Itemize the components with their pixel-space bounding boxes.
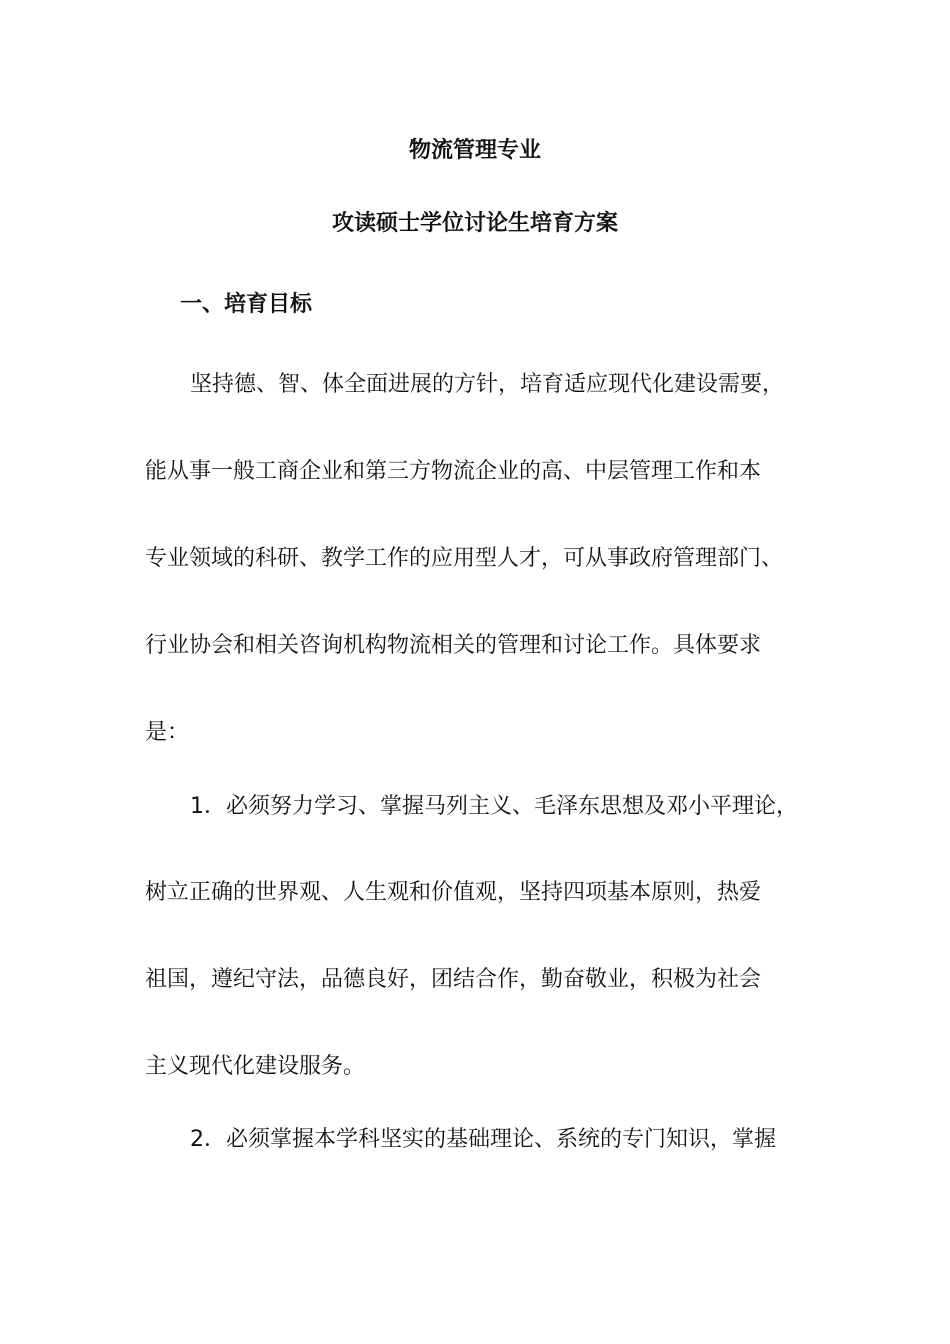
list-item-line: 祖国，遵纪守法，品德良好，团结合作，勤奋敬业，积极为社会 <box>145 967 762 992</box>
paragraph-line: 坚持德、智、体全面进展的方针，培育适应现代化建设需要， <box>190 372 785 397</box>
paragraph-line: 专业领域的科研、教学工作的应用型人才，可从事政府管理部门、 <box>145 546 784 571</box>
document-subtitle: 攻读硕士学位讨论生培育方案 <box>331 211 618 236</box>
list-item-line: 1．必须努力学习、掌握马列主义、毛泽东思想及邓小平理论， <box>190 794 798 819</box>
document-title: 物流管理专业 <box>408 138 541 163</box>
paragraph-line: 行业协会和相关咨询机构物流相关的管理和讨论工作。具体要求 <box>145 633 762 658</box>
paragraph-line: 能从事一般工商企业和第三方物流企业的高、中层管理工作和本 <box>145 459 762 484</box>
list-item-line: 树立正确的世界观、人生观和价值观，坚持四项基本原则，热爱 <box>145 880 762 905</box>
paragraph-line: 是： <box>145 720 190 745</box>
list-item-line: 2．必须掌握本学科坚实的基础理论、系统的专门知识，掌握 <box>190 1127 776 1152</box>
section-heading: 一、培育目标 <box>180 292 313 317</box>
list-item-line: 主义现代化建设服务。 <box>145 1054 366 1079</box>
